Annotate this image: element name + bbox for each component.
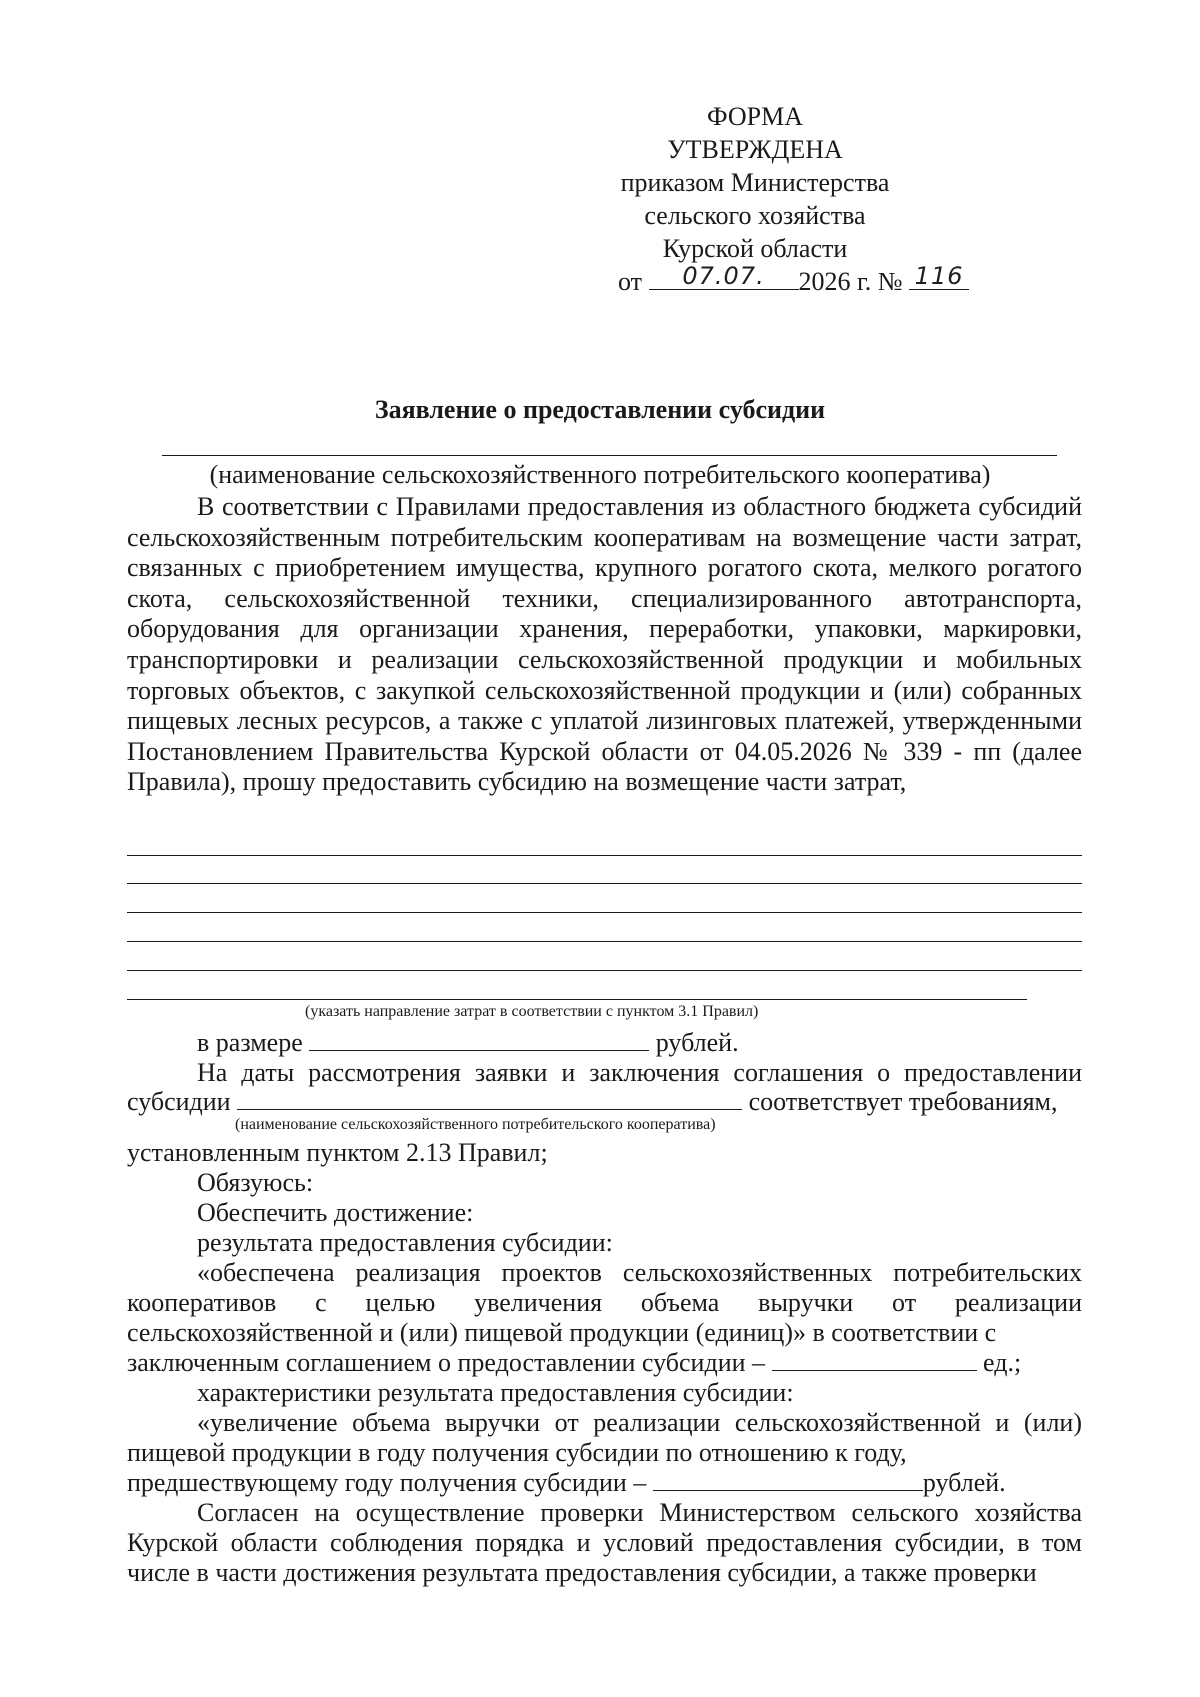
document-title: Заявление о предоставлении субсидии [374,395,826,424]
header-line: сельского хозяйства [644,201,866,230]
obligation-result-heading: результата предоставления субсидии: [197,1228,613,1257]
compliance-line-1: На даты рассмотрения заявки и заключения соглашения о предоставлении [197,1058,1082,1087]
costs-caption: (указать направление затрат в соответствии с пунктом 3.1 Правил) [305,1003,759,1020]
characteristics-heading: характеристики результата предоставления субсидии: [197,1378,794,1407]
characteristics-text: «увеличение объема выручки от реализации сельскохозяйственной и (или) пищевой продукции в году получения субсидии по отношению к году, [127,1408,1082,1467]
number-field [909,262,969,290]
costs-fill-line [127,883,1082,884]
costs-fill-line [127,912,1082,913]
header-line: приказом Министерства [620,168,890,197]
header-line: Курской области [662,234,848,263]
date-field [649,262,799,290]
obligation-achievement: Обеспечить достижение: [197,1198,474,1227]
approval-date-line: от 07.07. 2026 г. № 116 [560,265,950,298]
cooperative-caption: (наименование сельскохозяйственного потребительского кооператива) [235,1116,716,1133]
costs-fill-line [127,970,1082,971]
characteristics-last-line: предшествующему году получения субсидии – рублей. [127,1468,1006,1497]
costs-fill-line [127,855,1082,856]
cooperative-name-line [162,455,1057,456]
amount-row: в размере рублей. [197,1028,739,1057]
handwritten-number: 116 [914,262,964,290]
amount-field [309,1028,649,1051]
result-text: «обеспечена реализация проектов сельскохозяйственных потребительских кооперативов с целью увеличения объема выручки от реализации сельскохозяйственной и (или) пищевой продукции (единиц)» в соответствии с [127,1258,1082,1347]
result-value-field [772,1348,977,1371]
result-last-line: заключенным соглашением о предоставлении субсидии – ед.; [127,1348,1022,1377]
costs-fill-line [127,941,1082,942]
compliance-line-3: установленным пунктом 2.13 Правил; [127,1138,548,1167]
obligation-heading: Обязуюсь: [197,1168,314,1197]
compliance-line-2: субсидии соответствует требованиям, [127,1087,1058,1116]
revenue-value-field [653,1468,923,1491]
handwritten-date: 07.07. [682,262,765,290]
costs-fill-line [127,999,1027,1000]
approval-header [560,100,964,298]
main-paragraph: В соответствии с Правилами предоставления из областного бюджета субсидий сельскохозяйственным потребительским кооперативам на возмещение части затрат, связанных с приобретением имущества, крупного рогатого скота, мелкого рогатого скота, сельскохозяйственной техники, специализированного автотранспорта, оборудования для организации хранения, переработки, упаковки, маркировки, транспортировки и реализации сельскохозяйственной продукции и мобильных торговых объектов, с закупкой сельскохозяйственной продукции и (или) собранных пищевых лесных ресурсов, а также с уплатой лизинговых платежей, утвержденными Постановлением Правительства Курской области от 04.05.2026 № 339 - пп (далее Правила), прошу предоставить субсидию на возмещение части затрат, [127,492,1082,797]
header-line: УТВЕРЖДЕНА [667,135,843,164]
header-line: ФОРМА [707,102,803,131]
cooperative-name-caption: (наименование сельскохозяйственного потребительского кооператива) [209,460,991,489]
consent-paragraph: Согласен на осуществление проверки Министерством сельского хозяйства Курской области соблюдения порядка и условий предоставления субсидии, в том числе в части достижения результата предоставления субсидии, а также проверки [127,1498,1082,1587]
cooperative-field [237,1087,742,1110]
